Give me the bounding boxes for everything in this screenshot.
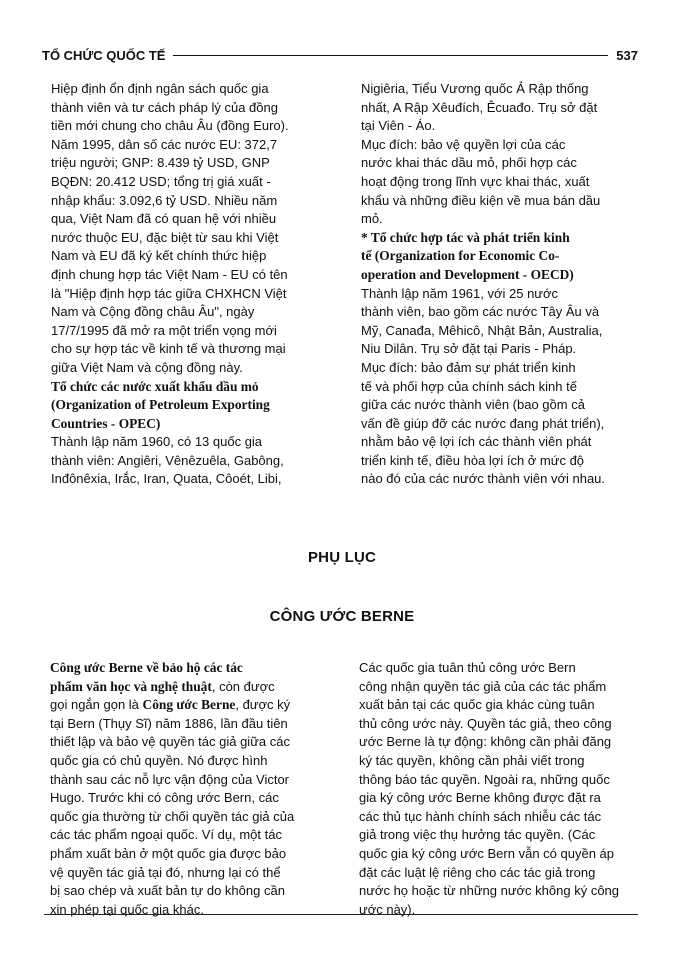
right-paragraph-1: Nigiêria, Tiểu Vương quốc Ả Rập thống nhất, A Rập Xêuđích, Êcuađo. Trụ sở đặt tại Viên - Áo. bbox=[361, 81, 598, 134]
appendix-subtitle: CÔNG ƯỚC BERNE bbox=[269, 608, 415, 625]
running-title: TỔ CHỨC QUỐC TẾ bbox=[42, 47, 166, 63]
right-paragraph-3: Thành lập năm 1961, với 25 nước thành viên, bao gồm các nước Tây Âu và Mỹ, Canađa, Mêhicô, Nhật Bản, Australia, Niu Dilân. Trụ sở đặt tại Paris - Pháp. bbox=[361, 285, 603, 357]
right-paragraph-2: Mục đích: bảo vệ quyền lợi của các nước khai thác dầu mỏ, phối hợp các hoạt động trong lĩnh vực khai thác, xuất khẩu và những điều kiện về mua bán dầu mỏ. bbox=[361, 136, 601, 227]
berne-right-column bbox=[359, 659, 643, 919]
berne-text-1: , còn được gọi ngắn gọn là bbox=[50, 678, 275, 713]
left-column bbox=[51, 80, 341, 489]
berne-right-text: Các quốc gia tuân thủ công ước Bern công nhận quyền tác giả của các tác phẩm xuất bản tại các quốc gia khác cùng tuân thủ công ước này. Quyền tác giả, theo công ước Berne là tự động: không cần phải đăng ký tác quyền, không cần phải viết trong thông báo tác quyền. Ngoài ra, những quốc gia ký công ước Berne không được đặt ra các thủ tục hành chính sách nhiễu các tác giả trong việc thụ hưởng tác quyền. (Các quốc gia ký công ước Bern vẫn có quyền áp đặt các luật lệ riêng cho các tác giả trong nước họ hoặc từ những nước không ký công ước này). bbox=[359, 660, 620, 917]
left-paragraph-1: Hiệp định ổn định ngân sách quốc gia thành viên và tư cách pháp lý của đồng tiền mới chung cho châu Âu (đồng Euro). bbox=[51, 81, 289, 134]
left-paragraph-3: Thành lập năm 1960, có 13 quốc gia thành viên: Angiêri, Vênêzuêla, Gabông, Inđônêxia, Irắc, Iran, Quata, Côoét, Libi, bbox=[51, 434, 284, 487]
appendix-title: PHỤ LỤC bbox=[307, 549, 377, 566]
berne-name: Công ước Berne bbox=[142, 697, 236, 713]
header-rule bbox=[173, 55, 608, 56]
footer-rule bbox=[44, 914, 638, 915]
opec-heading: Tổ chức các nước xuất khẩu dầu mỏ (Organization of Petroleum Exporting Countries - OPEC) bbox=[51, 378, 270, 431]
berne-lead: Công ước Berne về bảo hộ các tác phẩm văn học và nghệ thuật bbox=[50, 660, 243, 694]
left-paragraph-2: Năm 1995, dân số các nước EU: 372,7 triệu người; GNP: 8.439 tỷ USD, GNP BQĐN: 20.412 USD; tổng trị giá xuất - nhập khẩu: 3.092,6 tỷ USD. Nhiều năm qua, Việt Nam đã có quan hệ với nhiều nước thuộc EU, đặc biệt từ sau khi Việt Nam và EU đã ký kết chính thức hiệp định chung hợp tác Việt Nam - EU có tên là "Hiệp định hợp tác giữa CHXHCN Việt Nam và Cộng đồng châu Âu", ngày 17/7/1995 đã mở ra một triển vọng mới cho sự hợp tác về kinh tế và thương mại giữa Việt Nam và cộng đồng này. bbox=[51, 136, 288, 375]
running-header bbox=[42, 45, 638, 65]
right-column bbox=[361, 80, 643, 489]
berne-text-2: , được ký tại Bern (Thụy Sĩ) năm 1886, lần đầu tiên thiết lập và bảo vệ quyền tác giả giữa các quốc gia có chủ quyền. Nó được hình thành sau các nỗ lực vận động của Victor Hugo. Trước khi có công ước Bern, các quốc gia thường từ chối quyền tác giả của các tác phẩm ngoại quốc. Ví dụ, một tác phẩm xuất bản ở một quốc gia được bảo vệ quyền tác giả tại đó, nhưng lại có thể bị sao chép và xuất bản tự do không cần xin phép tại quốc gia khác. bbox=[50, 697, 295, 917]
right-paragraph-4: Mục đích: bảo đảm sự phát triển kinh tế và phối hợp của chính sách kinh tế giữa các nước thành viên (bao gồm cả vấn đề giúp đỡ các nước đang phát triển), nhằm bảo vệ lợi ích các thành viên phát triển kinh tế, điều hòa lợi ích ở mức độ nào đó của các nước thành viên với nhau. bbox=[361, 359, 606, 487]
oecd-heading: * Tổ chức hợp tác và phát triển kinh tế (Organization for Economic Co- operation and Development - OECD) bbox=[361, 229, 574, 282]
page-number: 537 bbox=[616, 47, 638, 63]
berne-left-column bbox=[50, 659, 340, 919]
